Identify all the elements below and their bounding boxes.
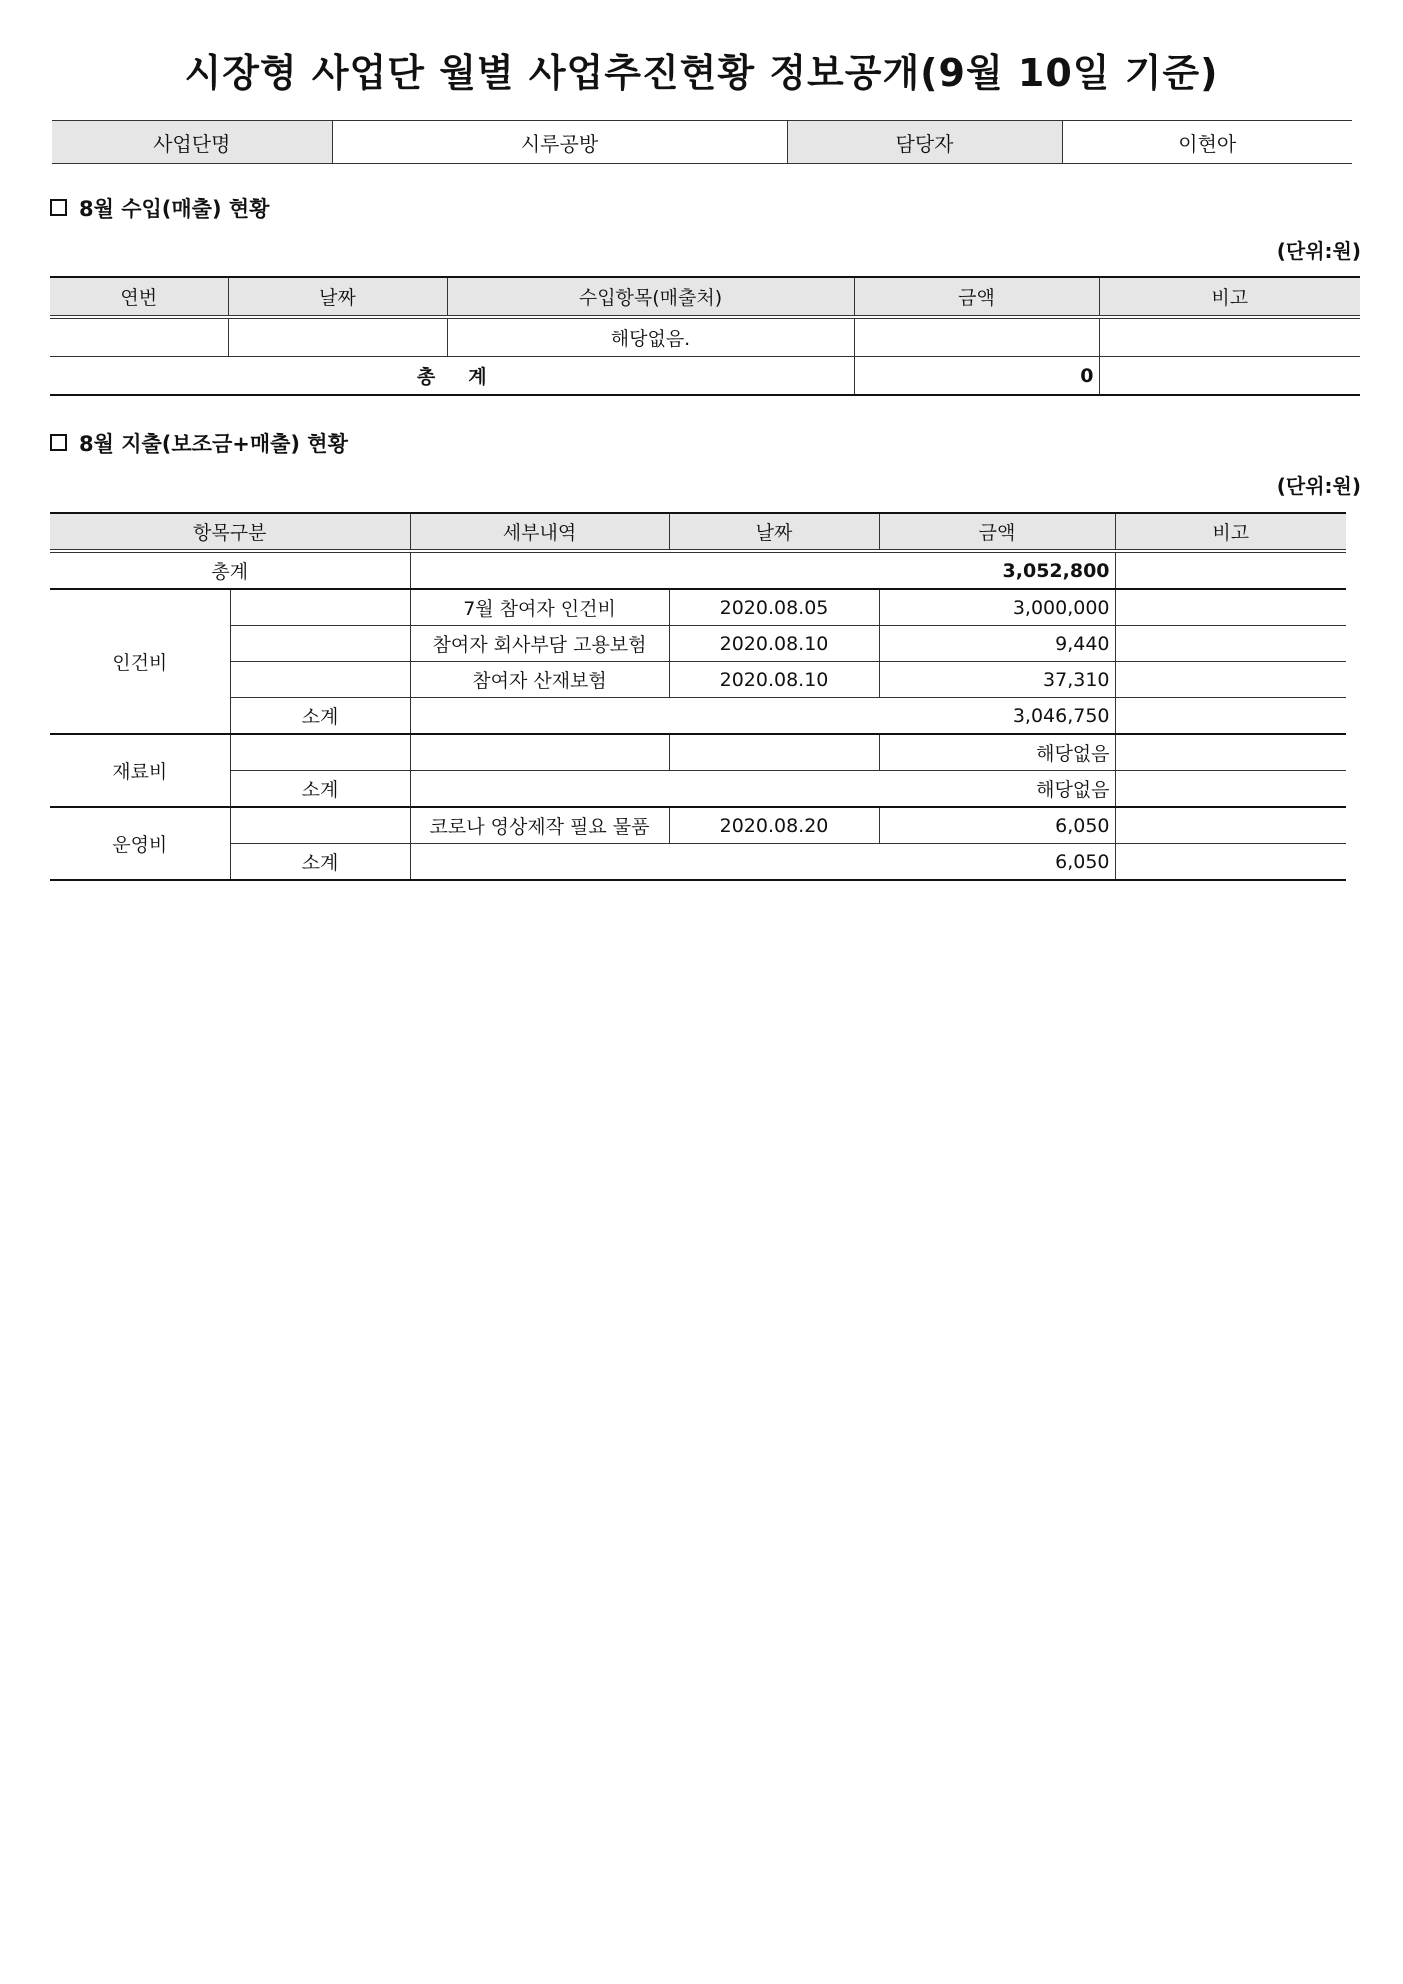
expense-sub-cell	[230, 807, 410, 844]
expense-detail: 7월 참여자 인건비	[410, 589, 669, 626]
business-name-value: 시루공방	[332, 121, 787, 164]
expense-sub-cell	[230, 589, 410, 626]
expense-date	[669, 734, 879, 771]
expense-amount: 9,440	[879, 626, 1115, 662]
table-row	[50, 807, 1346, 844]
expense-unit-label: (단위:원)	[1276, 474, 1361, 498]
expense-note	[1115, 807, 1346, 844]
expense-amount: 해당없음	[879, 734, 1115, 771]
table-row	[50, 317, 1360, 357]
business-name-label: 사업단명	[52, 121, 332, 164]
income-cell-amount	[854, 317, 1099, 357]
expense-header-amount: 금액	[879, 513, 1115, 551]
checkbox-square-icon	[50, 434, 67, 451]
expense-note	[1115, 626, 1346, 662]
expense-note	[1115, 662, 1346, 698]
expense-amount: 3,000,000	[879, 589, 1115, 626]
income-total-value: 0	[854, 357, 1099, 396]
business-info-table	[52, 120, 1352, 164]
expense-amount: 6,050	[879, 807, 1115, 844]
income-total-note	[1099, 357, 1360, 396]
expense-note	[1115, 771, 1346, 808]
income-header-item: 수입항목(매출처)	[447, 277, 854, 317]
expense-header-note: 비고	[1115, 513, 1346, 551]
page-title: 시장형 사업단 월별 사업추진현황 정보공개(9월 10일 기준)	[184, 51, 1219, 95]
expense-date: 2020.08.10	[669, 662, 879, 698]
income-cell-note	[1099, 317, 1360, 357]
expense-subtotal-row	[50, 844, 1346, 881]
expense-subtotal-row	[50, 771, 1346, 808]
income-total-row	[50, 357, 1360, 396]
income-section-heading	[50, 193, 269, 223]
expense-heading-text: 8월 지출(보조금+매출) 현황	[79, 432, 348, 456]
expense-sub-cell	[230, 626, 410, 662]
income-cell-no	[50, 317, 228, 357]
table-row	[50, 626, 1346, 662]
expense-note	[1115, 734, 1346, 771]
expense-detail	[410, 734, 669, 771]
table-row	[50, 734, 1346, 771]
expense-subtotal-value: 3,046,750	[410, 698, 1115, 735]
income-header-date: 날짜	[228, 277, 447, 317]
expense-sub-cell	[230, 662, 410, 698]
expense-category-operations: 운영비	[50, 807, 230, 880]
expense-note	[1115, 698, 1346, 735]
expense-subtotal-row	[50, 698, 1346, 735]
expense-subtotal-label: 소계	[230, 844, 410, 881]
income-cell-date	[228, 317, 447, 357]
expense-sub-cell	[230, 734, 410, 771]
expense-date: 2020.08.20	[669, 807, 879, 844]
expense-detail: 참여자 산재보험	[410, 662, 669, 698]
expense-note	[1115, 589, 1346, 626]
income-header-note: 비고	[1099, 277, 1360, 317]
expense-amount: 37,310	[879, 662, 1115, 698]
expense-grand-total-note	[1115, 551, 1346, 589]
expense-category-labor: 인건비	[50, 589, 230, 734]
manager-value: 이현아	[1062, 121, 1352, 164]
expense-date: 2020.08.05	[669, 589, 879, 626]
expense-grand-total-value: 3,052,800	[410, 551, 1115, 589]
expense-section-heading	[50, 428, 348, 458]
manager-label: 담당자	[787, 121, 1062, 164]
expense-detail: 코로나 영상제작 필요 물품	[410, 807, 669, 844]
expense-grand-total-row	[50, 551, 1346, 589]
checkbox-square-icon	[50, 199, 67, 216]
table-row	[50, 662, 1346, 698]
expense-header-detail: 세부내역	[410, 513, 669, 551]
expense-table	[50, 512, 1346, 881]
income-header-amount: 금액	[854, 277, 1099, 317]
income-unit-label: (단위:원)	[1276, 239, 1361, 263]
expense-subtotal-label: 소계	[230, 771, 410, 808]
expense-category-materials: 재료비	[50, 734, 230, 807]
expense-subtotal-value: 6,050	[410, 844, 1115, 881]
expense-note	[1115, 844, 1346, 881]
income-cell-item: 해당없음.	[447, 317, 854, 357]
expense-subtotal-label: 소계	[230, 698, 410, 735]
expense-subtotal-value: 해당없음	[410, 771, 1115, 808]
income-heading-text: 8월 수입(매출) 현황	[79, 197, 270, 221]
income-total-label: 총 계	[50, 357, 854, 396]
income-table	[50, 276, 1360, 396]
expense-header-category: 항목구분	[50, 513, 410, 551]
expense-detail: 참여자 회사부담 고용보험	[410, 626, 669, 662]
expense-grand-total-label: 총계	[50, 551, 410, 589]
expense-date: 2020.08.10	[669, 626, 879, 662]
expense-header-date: 날짜	[669, 513, 879, 551]
income-header-no: 연번	[50, 277, 228, 317]
table-row	[50, 589, 1346, 626]
